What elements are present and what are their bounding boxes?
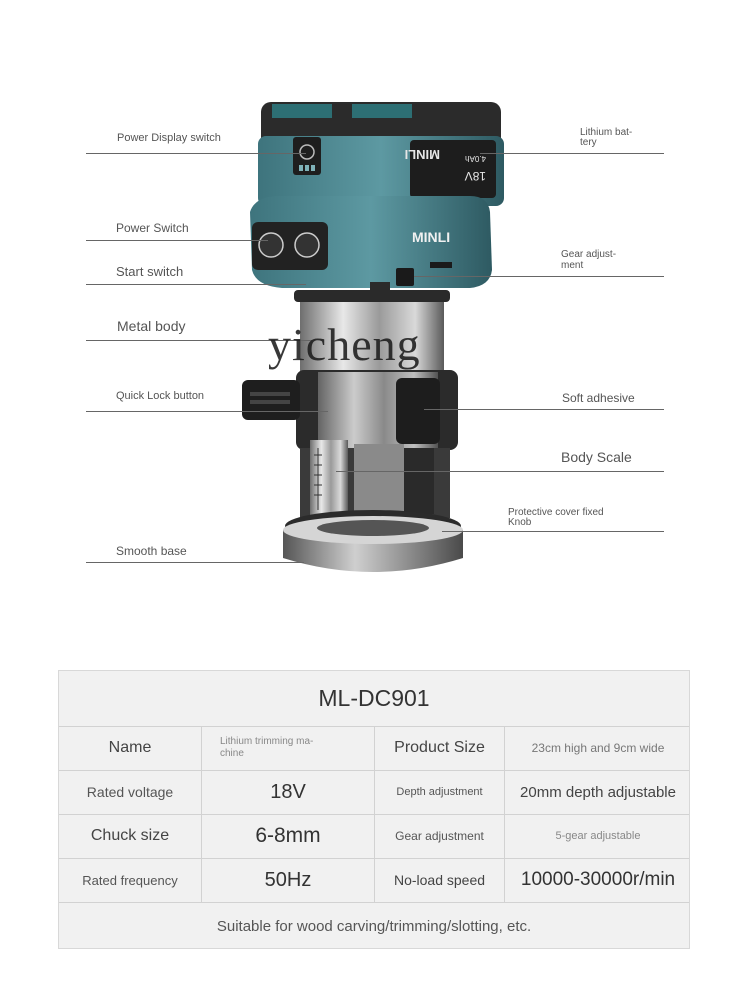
table-row [59, 814, 689, 859]
table-row [59, 770, 689, 815]
spec-value-name-line1: Lithium trimming ma- [220, 736, 314, 747]
spec-key-product-size: Product Size [375, 726, 505, 770]
label-protective-cover-line1: Protective cover fixed [508, 507, 604, 518]
spec-value-name-line2: chine [220, 748, 244, 759]
spec-value-chuck-size: 6-8mm [202, 814, 375, 858]
spec-value-rated-voltage: 18V [202, 770, 375, 814]
spec-key-rated-frequency: Rated frequency [59, 858, 202, 902]
spec-value-no-load-speed: 10000-30000r/min [520, 869, 676, 890]
label-power-display-switch: Power Display switch [117, 132, 221, 144]
leader-gear-adjustment [414, 276, 664, 277]
head-brand-mark: MINLI [412, 229, 451, 245]
clamp-collar [242, 370, 458, 450]
leader-smooth-base [86, 562, 304, 563]
battery-voltage-mark: 18V [464, 169, 486, 183]
label-smooth-base: Smooth base [116, 544, 187, 558]
leader-body-scale [336, 471, 664, 472]
spec-key-chuck-size: Chuck size [59, 814, 202, 858]
leader-soft-adhesive [424, 409, 664, 410]
spec-value-rated-frequency: 50Hz [202, 858, 375, 902]
spec-key-name: Name [59, 726, 202, 770]
spec-value-product-size: 23cm high and 9cm wide [531, 741, 665, 755]
leader-start-switch [86, 284, 306, 285]
label-soft-adhesive: Soft adhesive [562, 391, 635, 405]
battery-pack [258, 102, 504, 206]
leader-power-switch [86, 240, 268, 241]
label-power-switch: Power Switch [116, 221, 189, 235]
spec-value-depth-adjustment: 20mm depth adjustable [520, 783, 676, 801]
label-lithium-battery-line2: tery [580, 137, 597, 148]
smooth-base [283, 510, 463, 572]
spec-key-no-load-speed: No-load speed [375, 858, 505, 902]
leader-protective-cover [442, 531, 664, 532]
spec-value-name [202, 726, 375, 770]
watermark-text: yicheng [268, 319, 421, 370]
spec-table-footer: Suitable for wood carving/trimming/slotting, etc. [216, 917, 532, 935]
table-row [59, 726, 689, 771]
label-protective-cover-line2: Knob [508, 517, 532, 528]
spec-key-rated-voltage: Rated voltage [59, 770, 202, 814]
label-gear-adjustment-line2: ment [561, 260, 584, 271]
leader-quick-lock-button [86, 411, 328, 412]
spec-value-gear-adjustment: 5-gear adjustable [555, 830, 641, 842]
label-body-scale: Body Scale [561, 449, 632, 465]
spec-key-gear-adjustment: Gear adjustment [375, 814, 505, 858]
battery-brand-mark: MINLI [404, 147, 440, 162]
spec-table [58, 670, 690, 949]
label-gear-adjustment-line1: Gear adjust- [561, 249, 617, 260]
table-row [59, 858, 689, 903]
label-lithium-battery-line1: Lithium bat- [580, 127, 633, 138]
label-quick-lock-button: Quick Lock button [116, 390, 205, 402]
leader-power-display-switch [86, 153, 306, 154]
leader-lithium-battery [480, 153, 664, 154]
label-metal-body: Metal body [117, 318, 186, 334]
battery-capacity-mark: 4.0Ah [465, 154, 486, 163]
spec-key-depth-adjustment: Depth adjustment [375, 770, 505, 814]
label-start-switch: Start switch [116, 264, 184, 279]
spec-table-title: ML-DC901 [59, 671, 689, 727]
motor-head [250, 196, 492, 292]
